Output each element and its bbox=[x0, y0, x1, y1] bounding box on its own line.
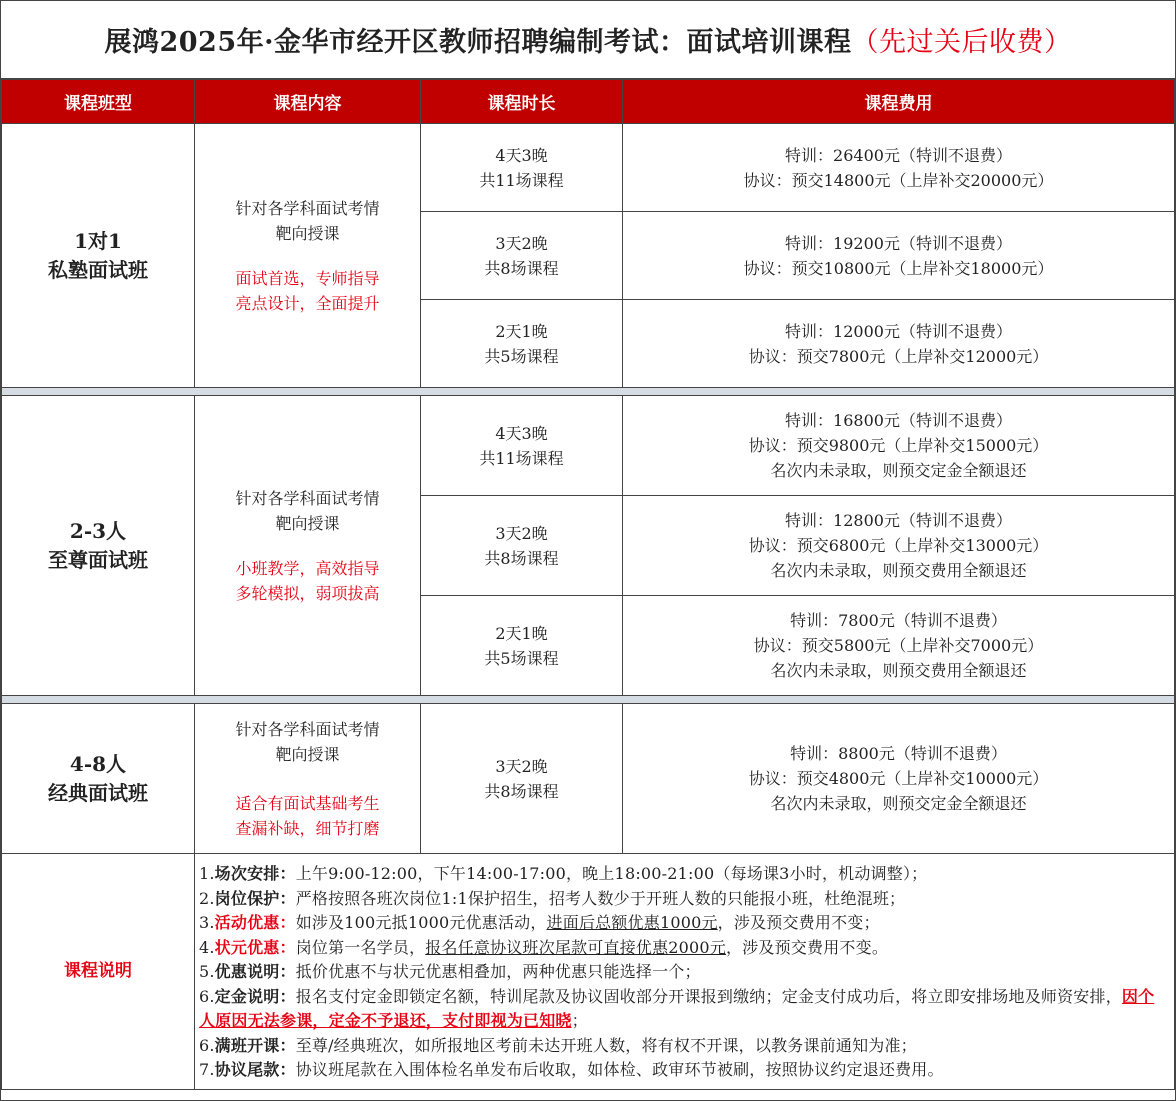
class-content-premium: 针对各学科面试考情 靶向授课 小班教学，高效指导 多轮模拟，弱项拔高 bbox=[195, 396, 421, 696]
fee-cell: 特训：19200元（特训不退费） 协议：预交10800元（上岸补交18000元） bbox=[623, 212, 1175, 300]
table-row bbox=[2, 704, 1175, 854]
header-class-type: 课程班型 bbox=[2, 80, 195, 124]
duration-cell: 4天3晚 共11场课程 bbox=[421, 396, 623, 496]
duration-cell: 3天2晚 共8场课程 bbox=[421, 496, 623, 596]
class-content-private: 针对各学科面试考情 靶向授课 面试首选，专师指导 亮点设计，全面提升 bbox=[195, 124, 421, 388]
fee-cell: 特训：8800元（特训不退费） 协议：预交4800元（上岸补交10000元） 名次内未录取，则预交定金全额退还 bbox=[623, 704, 1175, 854]
class-name-classic: 4-8人 经典面试班 bbox=[2, 704, 195, 854]
notes-row bbox=[2, 854, 1175, 1090]
page-title bbox=[1, 1, 1175, 79]
title-highlight: （先过关后收费） bbox=[851, 27, 1072, 58]
header-duration: 课程时长 bbox=[421, 80, 623, 124]
duration-cell: 3天2晚 共8场课程 bbox=[421, 212, 623, 300]
header-content: 课程内容 bbox=[195, 80, 421, 124]
table-row bbox=[2, 396, 1175, 496]
class-name-private: 1对1 私塾面试班 bbox=[2, 124, 195, 388]
note-item: 6.满班开课：至尊/经典班次，如所报地区考前未达开班人数，将有权不开课，以教务课前通知为准； bbox=[199, 1035, 917, 1055]
header-fee: 课程费用 bbox=[623, 80, 1175, 124]
note-item: 4.状元优惠：岗位第一名学员，报名任意协议班次尾款可直接优惠2000元，涉及预交费用不变。 bbox=[199, 937, 889, 957]
note-item: 6.定金说明：报名支付定金即锁定名额，特训尾款及协议固收部分开课报到缴纳；定金支付成功后，将立即安排场地及师资安排，因个人原因无法参课，定金不予退还，支付即视为已知晓； bbox=[199, 986, 1155, 1030]
table-row bbox=[2, 124, 1175, 212]
note-item: 3.活动优惠：如涉及100元抵1000元优惠活动，进面后总额优惠1000元，涉及预交费用不变； bbox=[199, 913, 880, 932]
course-table bbox=[1, 79, 1175, 1090]
group-separator bbox=[2, 696, 1175, 704]
note-item: 7.协议尾款：协议班尾款在入围体检名单发布后收取，如体检、政审环节被刷，按照协议约定退还费用。 bbox=[199, 1060, 944, 1079]
fee-cell: 特训：12800元（特训不退费） 协议：预交6800元（上岸补交13000元） 名次内未录取，则预交费用全额退还 bbox=[623, 496, 1175, 596]
duration-cell: 2天1晚 共5场课程 bbox=[421, 596, 623, 696]
title-main: 展鸿2025年·金华市经开区教师招聘编制考试：面试培训课程 bbox=[104, 27, 852, 58]
duration-cell: 4天3晚 共11场课程 bbox=[421, 124, 623, 212]
fee-cell: 特训：16800元（特训不退费） 协议：预交9800元（上岸补交15000元） 名次内未录取，则预交定金全额退还 bbox=[623, 396, 1175, 496]
notes-content bbox=[195, 854, 1175, 1090]
note-item: 2.岗位保护：严格按照各班次岗位1:1保护招生，招考人数少于开班人数的只能报小班，杜绝混班； bbox=[199, 888, 906, 908]
notes-label: 课程说明 bbox=[2, 854, 195, 1090]
note-item: 1.场次安排：上午9:00-12:00，下午14:00-17:00，晚上18:00-21:00（每场课3小时，机动调整）； bbox=[199, 864, 928, 883]
group-separator bbox=[2, 388, 1175, 396]
fee-cell: 特训：12000元（特训不退费） 协议：预交7800元（上岸补交12000元） bbox=[623, 300, 1175, 388]
class-name-premium: 2-3人 至尊面试班 bbox=[2, 396, 195, 696]
duration-cell: 3天2晚 共8场课程 bbox=[421, 704, 623, 854]
duration-cell: 2天1晚 共5场课程 bbox=[421, 300, 623, 388]
fee-cell: 特训：7800元（特训不退费） 协议：预交5800元（上岸补交7000元） 名次内未录取，则预交费用全额退还 bbox=[623, 596, 1175, 696]
table-header-row bbox=[2, 80, 1175, 124]
note-item: 5.优惠说明：抵价优惠不与状元优惠相叠加，两种优惠只能选择一个； bbox=[199, 962, 701, 981]
fee-cell: 特训：26400元（特训不退费） 协议：预交14800元（上岸补交20000元） bbox=[623, 124, 1175, 212]
class-content-classic: 针对各学科面试考情 靶向授课 适合有面试基础考生 查漏补缺，细节打磨 bbox=[195, 704, 421, 854]
